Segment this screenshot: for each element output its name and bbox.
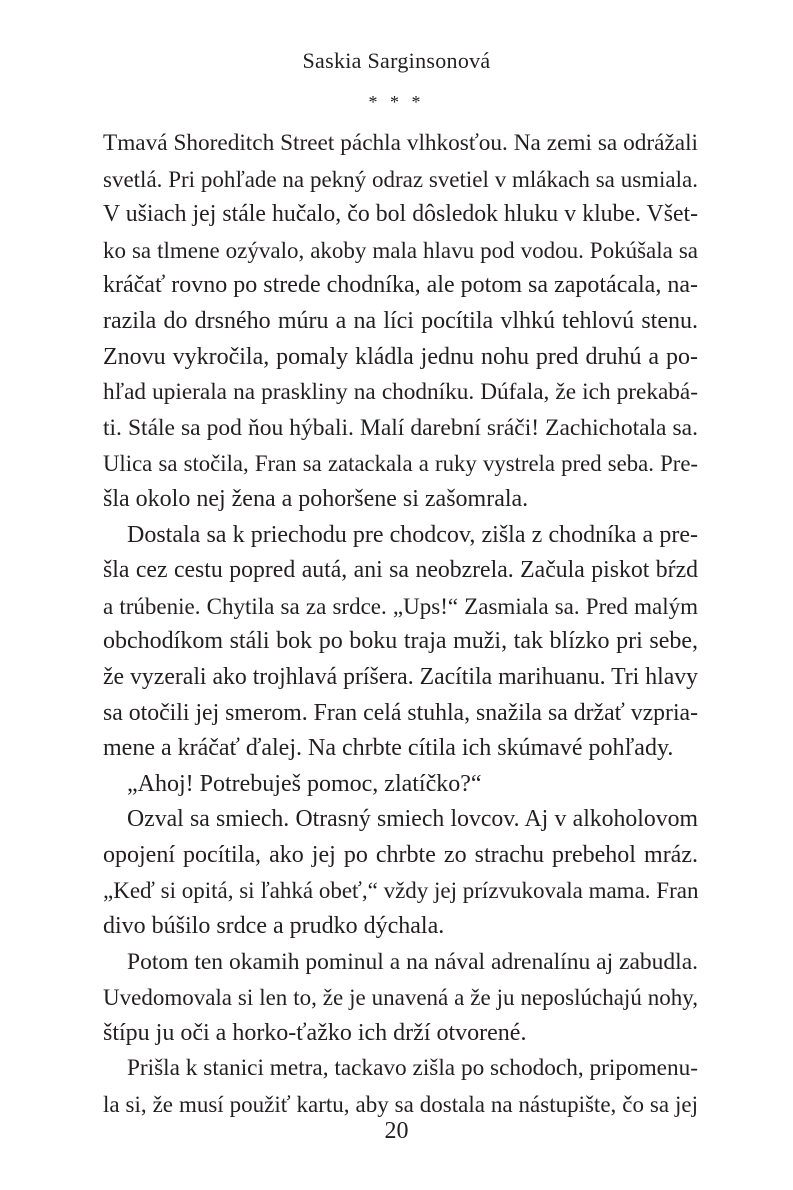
text-line: Ulica sa stočila, Fran sa zatackala a ruky vystrela pred seba. Pre-: [103, 451, 698, 477]
text-line: Prišla k stanici metra, tackavo zišla po schodoch, pripomenu-: [127, 1055, 698, 1082]
text-line: štípu ju oči a horko-ťažko ich drží otvorené.: [103, 1019, 527, 1046]
text-line: sa otočili jej smerom. Fran celá stuhla, snažila sa držať vzpria-: [103, 699, 698, 726]
text-line: ko sa tlmene ozývalo, akoby mala hlavu pod vodou. Pokúšala sa: [103, 237, 698, 263]
text-line: „Keď si opitá, si ľahká obeť,“ vždy jej prízvukovala mama. Fran: [103, 878, 699, 904]
section-separator: * * *: [368, 92, 425, 112]
text-line: šla cez cestu popred autá, ani sa neobzrela. Začula piskot bŕzd: [103, 557, 698, 584]
text-line: opojení pocítila, ako jej po chrbte zo strachu prebehol mráz.: [103, 841, 698, 868]
running-head: Saskia Sarginsonová: [302, 48, 491, 73]
text-line: V ušiach jej stále hučalo, čo bol dôsledok hluku v klube. Všet-: [103, 201, 698, 228]
text-line: razila do drsného múru a na líci pocítila vlhkú tehlovú stenu.: [103, 307, 698, 334]
text-line: Ozval sa smiech. Otrasný smiech lovcov. Aj v alkoholovom: [127, 806, 698, 833]
text-line: kráčať rovno po strede chodníka, ale potom sa zapotácala, na-: [103, 272, 698, 299]
text-line: ti. Stále sa pod ňou hýbali. Malí darební sráči! Zachichotala sa.: [103, 414, 698, 441]
text-line: Tmavá Shoreditch Street páchla vlhkosťou. Na zemi sa odrážali: [103, 130, 698, 156]
text-line: „Ahoj! Potrebuješ pomoc, zlatíčko?“: [127, 770, 482, 797]
text-line: hľad upierala na praskliny na chodníku. Dúfala, že ich prekabá-: [103, 379, 698, 406]
text-line: la si, že musí použiť kartu, aby sa dostala na nástupište, čo sa jej: [103, 1092, 698, 1118]
text-line: divo búšilo srdce a prudko dýchala.: [103, 913, 445, 940]
text-line: a trúbenie. Chytila sa za srdce. „Ups!“ Zasmiala sa. Pred malým: [103, 593, 698, 619]
text-line: šla okolo nej žena a pohoršene si zašomrala.: [103, 485, 529, 512]
text-line: obchodíkom stáli bok po boku traja muži, tak blízko pri sebe,: [103, 628, 698, 655]
text-line: Uvedomovala si len to, že je unavená a že ju neposlúchajú nohy,: [103, 985, 698, 1011]
text-line: Potom ten okamih pominul a na nával adrenalínu aj zabudla.: [127, 948, 698, 975]
text-line: mene a kráčať ďalej. Na chrbte cítila ich skúmavé pohľady.: [103, 735, 674, 762]
text-line: svetlá. Pri pohľade na pekný odraz svetiel v mlákach sa usmiala.: [103, 166, 698, 192]
body-text: [103, 126, 698, 1123]
text-line: Dostala sa k priechodu pre chodcov, zišla z chodníka a pre-: [127, 521, 698, 548]
text-line: že vyzerali ako trojhlavá príšera. Zacítila marihuanu. Tri hlavy: [103, 663, 698, 690]
page-number: 20: [384, 1118, 409, 1144]
text-line: Znovu vykročila, pomaly kládla jednu nohu pred druhú a po-: [103, 343, 698, 370]
